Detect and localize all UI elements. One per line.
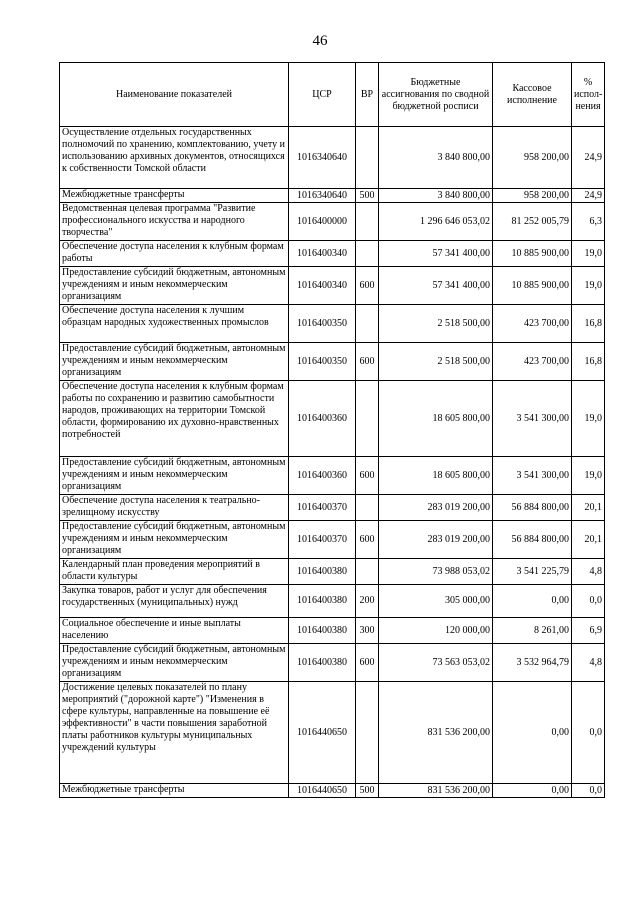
cell-percent: 16,8 [572, 343, 605, 381]
cell-cash: 81 252 005,79 [493, 203, 572, 241]
cell-vr: 200 [356, 585, 379, 618]
header-vr: ВР [356, 63, 379, 127]
cell-vr: 600 [356, 521, 379, 559]
table-row [60, 267, 605, 305]
cell-cash: 56 884 800,00 [493, 521, 572, 559]
cell-name: Закупка товаров, работ и услуг для обеспечения государственных (муниципальных) нужд [60, 585, 289, 618]
cell-name: Межбюджетные трансферты [60, 189, 289, 203]
cell-csr: 1016400380 [289, 618, 356, 644]
header-row [60, 63, 605, 127]
cell-csr: 1016440650 [289, 682, 356, 784]
table-row [60, 457, 605, 495]
cell-percent: 6,3 [572, 203, 605, 241]
header-cash: Кассовое исполнение [493, 63, 572, 127]
cell-vr: 600 [356, 343, 379, 381]
cell-vr [356, 127, 379, 189]
cell-name: Ведомственная целевая программа "Развитие профессионального искусства и народного творчества" [60, 203, 289, 241]
cell-csr: 1016400350 [289, 305, 356, 343]
cell-cash: 3 541 300,00 [493, 457, 572, 495]
cell-csr: 1016400360 [289, 457, 356, 495]
cell-cash: 3 541 225,79 [493, 559, 572, 585]
cell-csr: 1016400350 [289, 343, 356, 381]
cell-percent: 4,8 [572, 644, 605, 682]
cell-cash: 10 885 900,00 [493, 267, 572, 305]
cell-name: Предоставление субсидий бюджетным, автономным учреждениям и иным некоммерческим организациям [60, 521, 289, 559]
cell-budget: 3 840 800,00 [379, 189, 493, 203]
cell-cash: 958 200,00 [493, 127, 572, 189]
page-number: 46 [312, 33, 328, 49]
cell-vr [356, 381, 379, 457]
table-row [60, 189, 605, 203]
table-row [60, 203, 605, 241]
cell-budget: 283 019 200,00 [379, 495, 493, 521]
table-row [60, 784, 605, 798]
table-row [60, 305, 605, 343]
table-row [60, 585, 605, 618]
cell-vr [356, 559, 379, 585]
cell-percent: 0,0 [572, 784, 605, 798]
cell-percent: 16,8 [572, 305, 605, 343]
cell-name: Предоставление субсидий бюджетным, автономным учреждениям и иным некоммерческим организациям [60, 267, 289, 305]
cell-percent: 0,0 [572, 585, 605, 618]
cell-vr: 500 [356, 784, 379, 798]
cell-budget: 1 296 646 053,02 [379, 203, 493, 241]
table-row [60, 618, 605, 644]
cell-name: Обеспечение доступа населения к театрально-зрелищному искусству [60, 495, 289, 521]
cell-percent: 20,1 [572, 495, 605, 521]
cell-name: Межбюджетные трансферты [60, 784, 289, 798]
cell-budget: 283 019 200,00 [379, 521, 493, 559]
cell-csr: 1016400340 [289, 267, 356, 305]
cell-budget: 18 605 800,00 [379, 381, 493, 457]
cell-cash: 958 200,00 [493, 189, 572, 203]
cell-budget: 831 536 200,00 [379, 784, 493, 798]
cell-csr: 1016340640 [289, 127, 356, 189]
cell-name: Осуществление отдельных государственных полномочий по хранению, комплектованию, учету и использованию архивных документов, относящихся к собственности Томской области [60, 127, 289, 189]
cell-budget: 2 518 500,00 [379, 305, 493, 343]
table-body [60, 127, 605, 798]
table-row [60, 127, 605, 189]
cell-vr: 600 [356, 267, 379, 305]
cell-name: Предоставление субсидий бюджетным, автономным учреждениям и иным некоммерческим организациям [60, 457, 289, 495]
cell-percent: 19,0 [572, 241, 605, 267]
cell-vr [356, 241, 379, 267]
cell-csr: 1016400380 [289, 644, 356, 682]
cell-csr: 1016400360 [289, 381, 356, 457]
cell-vr: 500 [356, 189, 379, 203]
table-row [60, 521, 605, 559]
cell-cash: 0,00 [493, 585, 572, 618]
cell-percent: 20,1 [572, 521, 605, 559]
cell-cash: 423 700,00 [493, 343, 572, 381]
cell-csr: 1016440650 [289, 784, 356, 798]
cell-budget: 2 518 500,00 [379, 343, 493, 381]
cell-cash: 3 532 964,79 [493, 644, 572, 682]
cell-name: Социальное обеспечение и иные выплаты населению [60, 618, 289, 644]
budget-table [59, 62, 605, 798]
cell-cash: 8 261,00 [493, 618, 572, 644]
cell-cash: 0,00 [493, 784, 572, 798]
cell-csr: 1016340640 [289, 189, 356, 203]
cell-name: Календарный план проведения мероприятий в области культуры [60, 559, 289, 585]
cell-vr [356, 305, 379, 343]
cell-budget: 120 000,00 [379, 618, 493, 644]
cell-cash: 423 700,00 [493, 305, 572, 343]
cell-percent: 0,0 [572, 682, 605, 784]
cell-budget: 831 536 200,00 [379, 682, 493, 784]
cell-vr [356, 495, 379, 521]
table-row [60, 559, 605, 585]
cell-name: Достижение целевых показателей по плану мероприятий ("дорожной карте") "Изменения в сфере культуры, направленные на повышение её эффективности" в части повышения заработной платы работников культуры муниципальных учреждений культуры [60, 682, 289, 784]
cell-percent: 24,9 [572, 127, 605, 189]
cell-budget: 305 000,00 [379, 585, 493, 618]
table-row [60, 495, 605, 521]
cell-csr: 1016400370 [289, 521, 356, 559]
cell-vr [356, 682, 379, 784]
table-row [60, 682, 605, 784]
header-percent: % испол-нения [572, 63, 605, 127]
table-row [60, 241, 605, 267]
cell-cash: 0,00 [493, 682, 572, 784]
header-csr: ЦСР [289, 63, 356, 127]
cell-name: Предоставление субсидий бюджетным, автономным учреждениям и иным некоммерческим организациям [60, 644, 289, 682]
cell-name: Обеспечение доступа населения к клубным формам работы [60, 241, 289, 267]
cell-percent: 24,9 [572, 189, 605, 203]
table-row [60, 381, 605, 457]
cell-budget: 18 605 800,00 [379, 457, 493, 495]
cell-percent: 19,0 [572, 457, 605, 495]
cell-csr: 1016400000 [289, 203, 356, 241]
cell-budget: 57 341 400,00 [379, 241, 493, 267]
cell-csr: 1016400380 [289, 559, 356, 585]
cell-budget: 3 840 800,00 [379, 127, 493, 189]
table-row [60, 343, 605, 381]
cell-percent: 4,8 [572, 559, 605, 585]
cell-cash: 56 884 800,00 [493, 495, 572, 521]
cell-percent: 19,0 [572, 267, 605, 305]
cell-vr [356, 203, 379, 241]
cell-vr: 600 [356, 457, 379, 495]
table-row [60, 644, 605, 682]
cell-budget: 73 988 053,02 [379, 559, 493, 585]
cell-csr: 1016400370 [289, 495, 356, 521]
cell-vr: 600 [356, 644, 379, 682]
header-name: Наименование показателей [60, 63, 289, 127]
cell-percent: 19,0 [572, 381, 605, 457]
cell-budget: 73 563 053,02 [379, 644, 493, 682]
header-budget: Бюджетные ассигнования по сводной бюджетной росписи [379, 63, 493, 127]
cell-vr: 300 [356, 618, 379, 644]
cell-budget: 57 341 400,00 [379, 267, 493, 305]
cell-cash: 3 541 300,00 [493, 381, 572, 457]
cell-percent: 6,9 [572, 618, 605, 644]
cell-name: Обеспечение доступа населения к клубным формам работы по сохранению и развитию самобытности народов, проживающих на территории Томской области, формированию их духовно-нравственных потребностей [60, 381, 289, 457]
cell-csr: 1016400340 [289, 241, 356, 267]
cell-name: Предоставление субсидий бюджетным, автономным учреждениям и иным некоммерческим организациям [60, 343, 289, 381]
cell-cash: 10 885 900,00 [493, 241, 572, 267]
cell-name: Обеспечение доступа населения к лучшим образцам народных художественных промыслов [60, 305, 289, 343]
cell-csr: 1016400380 [289, 585, 356, 618]
